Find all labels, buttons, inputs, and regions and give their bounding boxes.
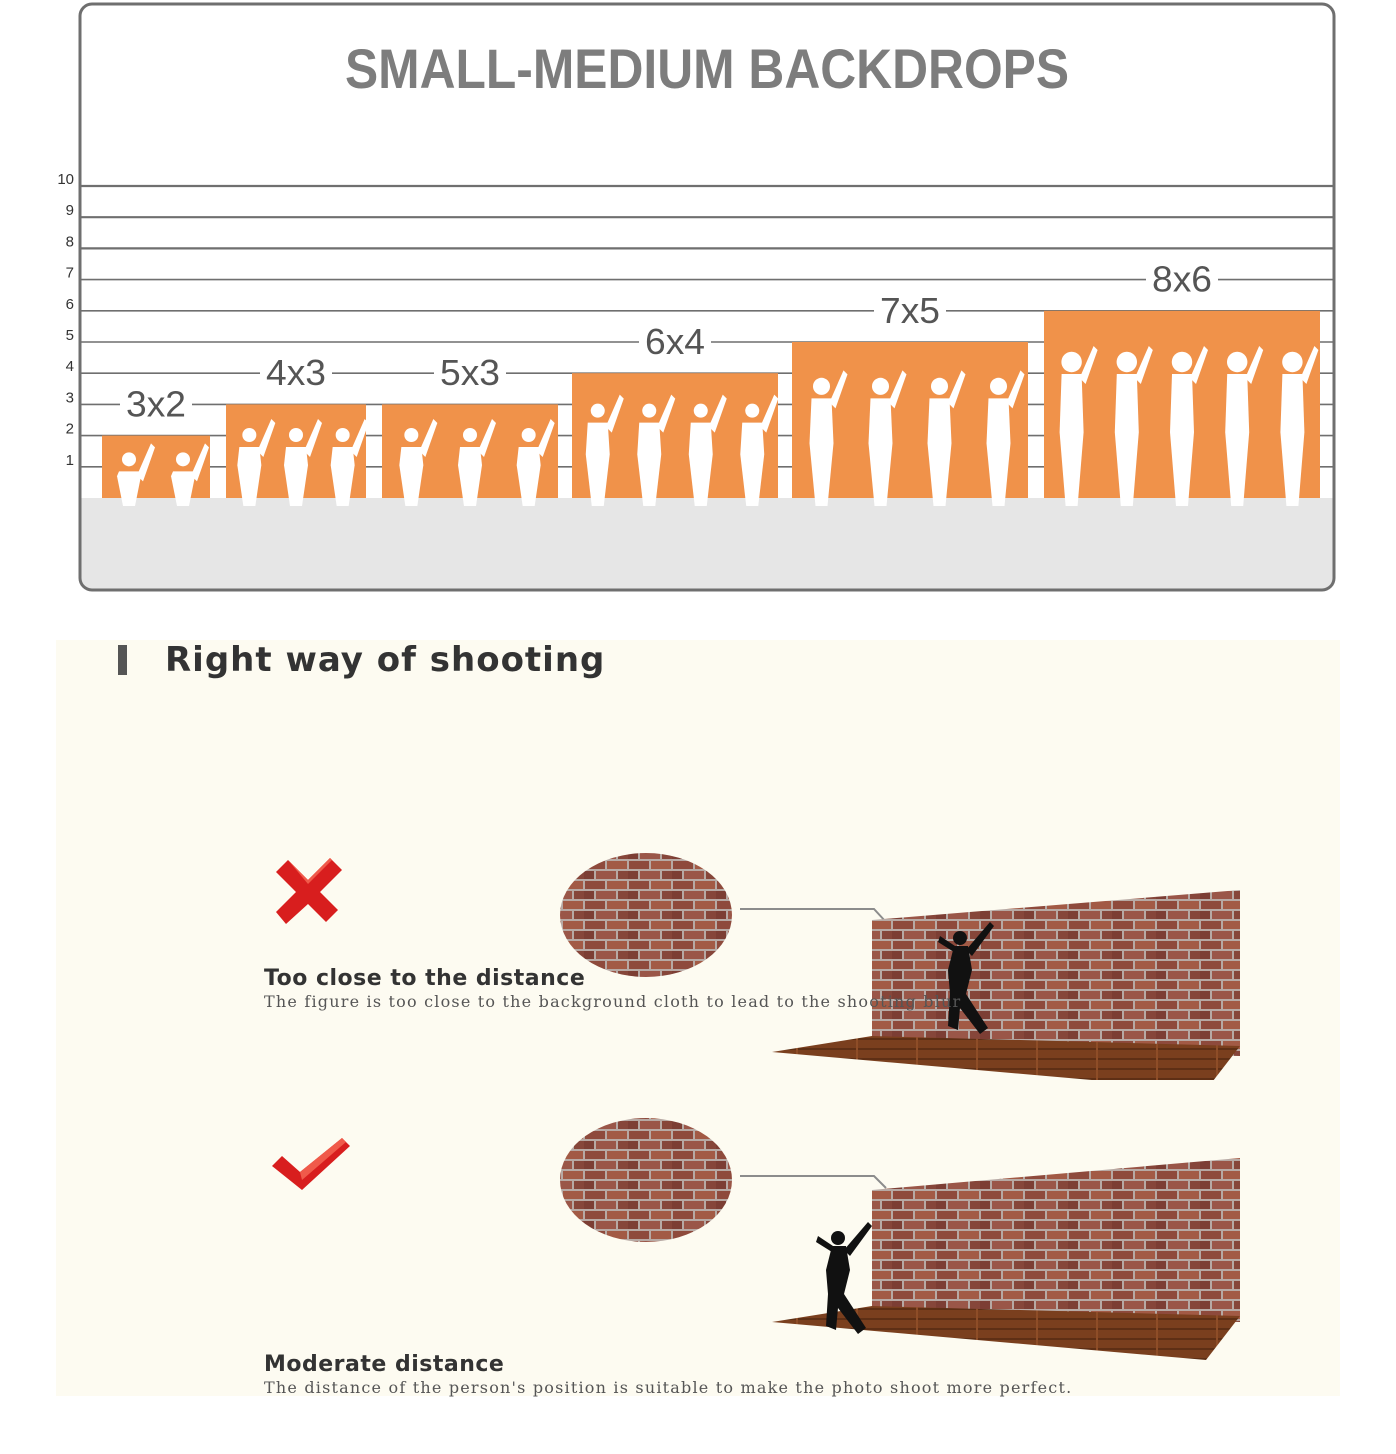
y-tick-label: 9 <box>65 202 74 220</box>
scene-moderate-title: Moderate distance <box>264 1352 505 1377</box>
chart-floor <box>80 498 1334 592</box>
check-mark-icon <box>272 1138 350 1190</box>
y-tick-label: 8 <box>65 233 74 251</box>
zoom-pointer-line <box>740 1176 886 1188</box>
y-axis-ticks <box>57 171 74 469</box>
scene-too-close-description: The figure is too close to the background cloth to lead to the shooting blur <box>264 992 962 1011</box>
scene-too-close <box>56 740 1340 1080</box>
shooting-guide <box>56 640 1340 1396</box>
y-tick-label: 7 <box>65 264 74 282</box>
brick-backdrop-wall <box>872 890 1240 1056</box>
y-tick-label: 1 <box>65 451 74 469</box>
wooden-floor <box>772 1306 1240 1360</box>
guide-heading <box>118 640 605 680</box>
backdrop-size-label: 8x6 <box>1152 258 1212 300</box>
backdrop-size-label: 3x2 <box>126 383 186 425</box>
scene-moderate-description: The distance of the person's position is suitable to make the photo shoot more perfect. <box>264 1378 1073 1397</box>
y-tick-label: 3 <box>65 389 74 407</box>
y-tick-label: 2 <box>65 420 74 438</box>
brick-backdrop-wall <box>872 1158 1240 1322</box>
backdrop-size-chart <box>57 2 1336 592</box>
heading-bar <box>118 645 127 675</box>
y-tick-label: 4 <box>65 358 74 376</box>
zoom-pointer-line <box>740 909 886 922</box>
scene-moderate <box>56 1110 1340 1450</box>
y-tick-label: 6 <box>65 295 74 313</box>
brick-zoom-circle <box>560 1118 732 1242</box>
y-tick-label: 5 <box>65 327 74 344</box>
cross-mark-icon <box>276 858 342 924</box>
scene-moderate-illustration <box>56 1110 1340 1450</box>
guide-heading-text: Right way of shooting <box>165 640 606 680</box>
backdrop-size-label: 7x5 <box>880 289 940 331</box>
brick-zoom-circle <box>560 853 732 977</box>
scene-too-close-illustration <box>56 740 1340 1080</box>
backdrop-size-label: 6x4 <box>645 321 705 362</box>
backdrop-size-label: 4x3 <box>266 352 326 394</box>
backdrop-size-label: 5x3 <box>440 352 500 394</box>
chart-svg <box>57 2 1336 592</box>
chart-title: SMALL-MEDIUM BACKDROPS <box>345 37 1069 100</box>
y-tick-label: 10 <box>57 171 74 188</box>
backdrop-bar-3x2 <box>102 436 210 498</box>
scene-too-close-title: Too close to the distance <box>264 966 586 991</box>
